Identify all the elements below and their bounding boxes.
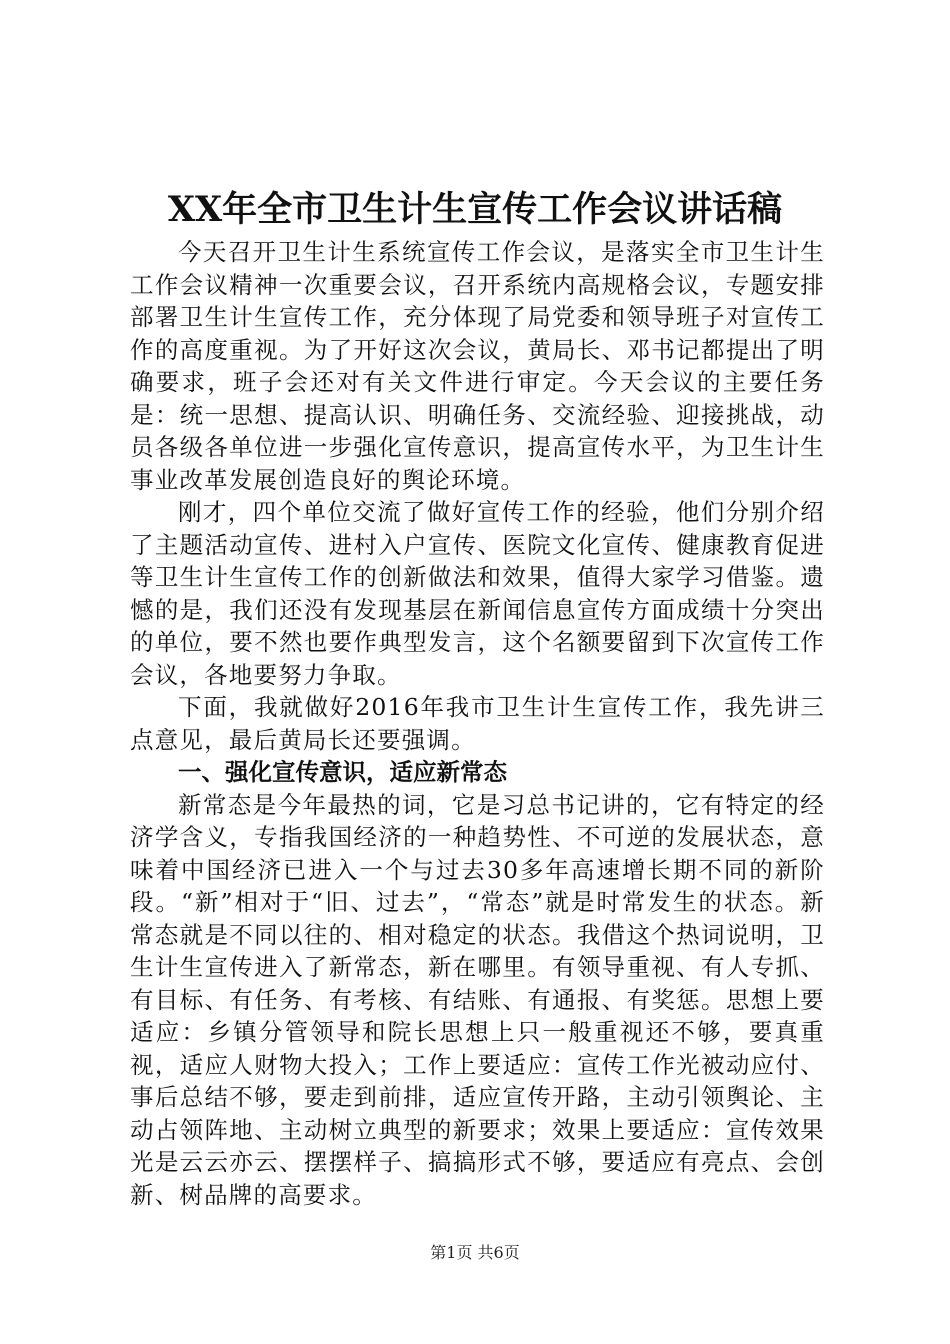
document-body [130, 236, 825, 1211]
page-footer: 第1页 共6页 [430, 1243, 520, 1262]
paragraph-new-normal: 新常态是今年最热的词，它是习总书记讲的，它有特定的经济学含义，专指我国经济的一种趋势性、不可逆的发展状态，意味着中国经济已进入一个与过去30多年高速增长期不同的新阶段。“新”相对于“旧、过去”，“常态”就是时常发生的状态。新常态就是不同以往的、相对稳定的状态。我借这个热词说明，卫生计生宣传进入了新常态，新在哪里。有领导重视、有人专抓、有目标、有任务、有考核、有结账、有通报、有奖惩。思想上要适应：乡镇分管领导和院长思想上只一般重视还不够，要真重视，适应人财物大投入；工作上要适应：宣传工作光被动应付、事后总结不够，要走到前排，适应宣传开路，主动引领舆论、主动占领阵地、主动树立典型的新要求；效果上要适应：宣传效果光是云云亦云、摆摆样子、搞搞形式不够，要适应有亮点、会创新、树品牌的高要求。 [130, 790, 825, 1209]
paragraph-intro: 今天召开卫生计生系统宣传工作会议，是落实全市卫生计生工作会议精神一次重要会议，召开系统内高规格会议，专题安排部署卫生计生宣传工作，充分体现了局党委和领导班子对宣传工作的高度重视。为了开好这次会议，黄局长、邓书记都提出了明确要求，班子会还对有关文件进行审定。今天会议的主要任务是：统一思想、提高认识、明确任务、交流经验、迎接挑战，动员各级各单位进一步强化宣传意识，提高宣传水平，为卫生计生事业改革发展创造良好的舆论环境。 [130, 238, 825, 494]
paragraph-exchange: 刚才，四个单位交流了做好宣传工作的经验，他们分别介绍了主题活动宣传、进村入户宣传、医院文化宣传、健康教育促进等卫生计生宣传工作的创新做法和效果，值得大家学习借鉴。遗憾的是，我们还没有发现基层在新闻信息宣传方面成绩十分突出的单位，要不然也要作典型发言，这个名额要留到下次宣传工作会议，各地要努力争取。 [130, 498, 825, 689]
paragraph-outline: 下面，我就做好2016年我市卫生计生宣传工作，我先讲三点意见，最后黄局长还要强调。 [130, 693, 825, 754]
document-title: XX年全市卫生计生宣传工作会议讲话稿 [167, 189, 783, 230]
section-heading: 一、强化宣传意识，适应新常态 [178, 758, 507, 786]
